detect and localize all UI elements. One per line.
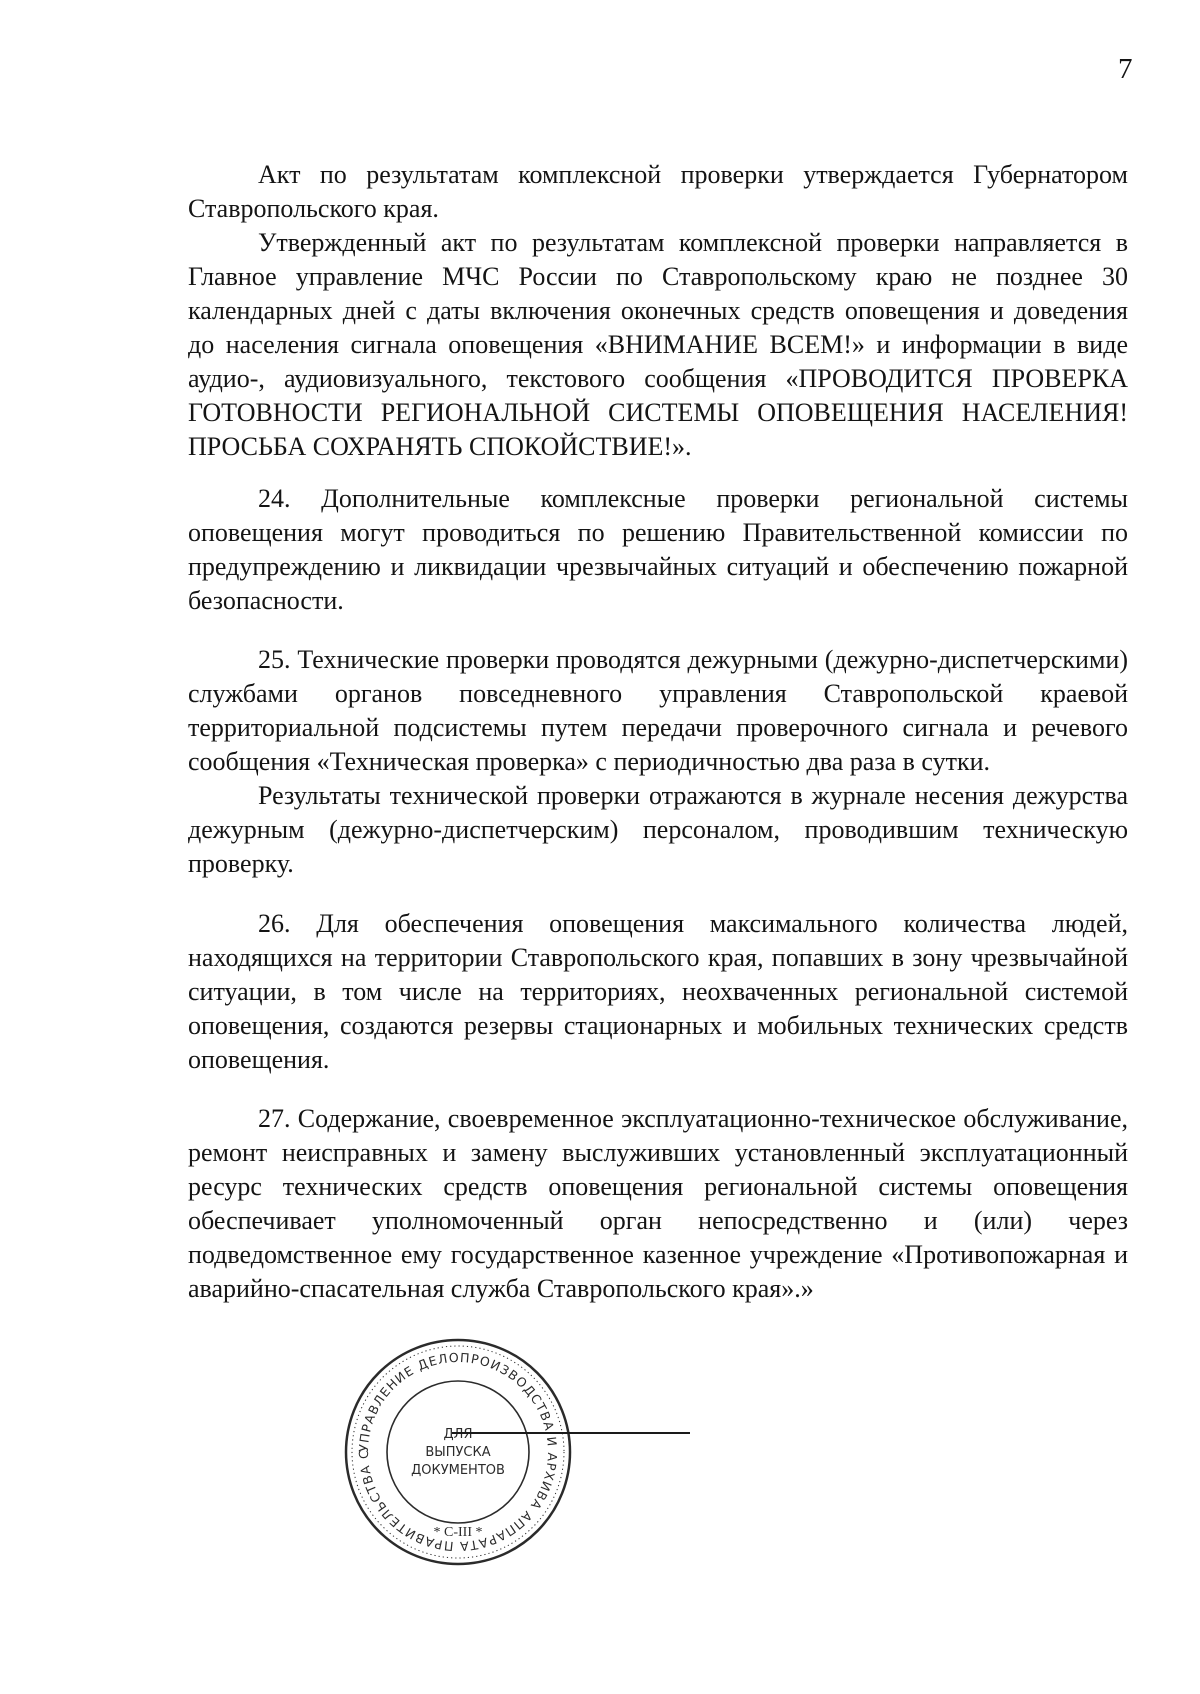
text-block-item-26 — [188, 907, 1128, 1077]
signature-line — [452, 1432, 690, 1434]
paragraph-item-25-results: Результаты технической проверки отражаются в журнале несения дежурства дежурным (дежурно-диспетчерским) персоналом, проводившим техническую проверку. — [188, 781, 1128, 878]
paragraph-item-24: 24. Дополнительные комплексные проверки региональной системы оповещения могут проводиться по решению Правительственной комиссии по предупреждению и ликвидации чрезвычайных ситуаций и обеспечению пожарной безопасности. — [188, 484, 1128, 615]
svg-text:УПРАВЛЕНИЕ ДЕЛОПРОИЗВОДСТВА И — [338, 1332, 560, 1554]
paragraph-item-27: 27. Содержание, своевременное эксплуатационно-техническое обслуживание, ремонт неисправных и замену выслуживших установленный эксплуатационный ресурс технических средств оповещения региональной системы оповещения обеспечивает уполномоченный орган непосредственно и (или) через подведомственное ему государственное казенное учреждение «Противопожарная и аварийно-спасательная служба Ставропольского края».» — [188, 1104, 1128, 1303]
stamp-code: * С-III * — [433, 1525, 483, 1540]
page-number: 7 — [1118, 53, 1133, 85]
stamp-seal-icon — [338, 1332, 578, 1572]
stamp-center-line-3: ДОКУМЕНТОВ — [411, 1463, 505, 1478]
paragraph-item-25: 25. Технические проверки проводятся дежурными (дежурно-диспетчерскими) службами органов повседневного управления Ставропольской краевой территориальной подсистемы путем передачи проверочного сигнала и речевого сообщения «Техническая проверка» с периодичностью два раза в сутки. — [188, 645, 1128, 776]
paragraph-item-26: 26. Для обеспечения оповещения максимального количества людей, находящихся на территории Ставропольского края, попавших в зону чрезвычайной ситуации, в том числе на территориях, неохваченных региональной системой оповещения, создаются резервы стационарных и мобильных технических средств оповещения. — [188, 909, 1128, 1074]
paragraph-act-submission: Утвержденный акт по результатам комплексной проверки направляется в Главное управление МЧС России по Ставропольскому краю не позднее 30 календарных дней с даты включения оконечных средств оповещения и доведения до населения сигнала оповещения «ВНИМАНИЕ ВСЕМ!» и информации в виде аудио-, аудиовизуального, текстового сообщения «ПРОВОДИТСЯ ПРОВЕРКА ГОТОВНОСТИ РЕГИОНАЛЬНОЙ СИСТЕМЫ ОПОВЕЩЕНИЯ НАСЕЛЕНИЯ! ПРОСЬБА СОХРАНЯТЬ СПОКОЙСТВИЕ!». — [188, 228, 1128, 461]
text-block-item-24 — [188, 482, 1128, 618]
official-stamp — [338, 1332, 578, 1572]
paragraph-act-approval: Акт по результатам комплексной проверки утверждается Губернатором Ставропольского края. — [188, 160, 1128, 223]
stamp-center-line-1: ДЛЯ — [443, 1427, 473, 1442]
stamp-center-line-2: ВЫПУСКА — [425, 1445, 491, 1460]
text-block-item-27 — [188, 1102, 1128, 1306]
stamp-outer-text: УПРАВЛЕНИЕ ДЕЛОПРОИЗВОДСТВА И АРХИВА АППАРАТА ПРАВИТЕЛЬСТВА С — [355, 1349, 561, 1555]
text-block-act-approval — [188, 158, 1128, 464]
text-block-item-25 — [188, 643, 1128, 881]
